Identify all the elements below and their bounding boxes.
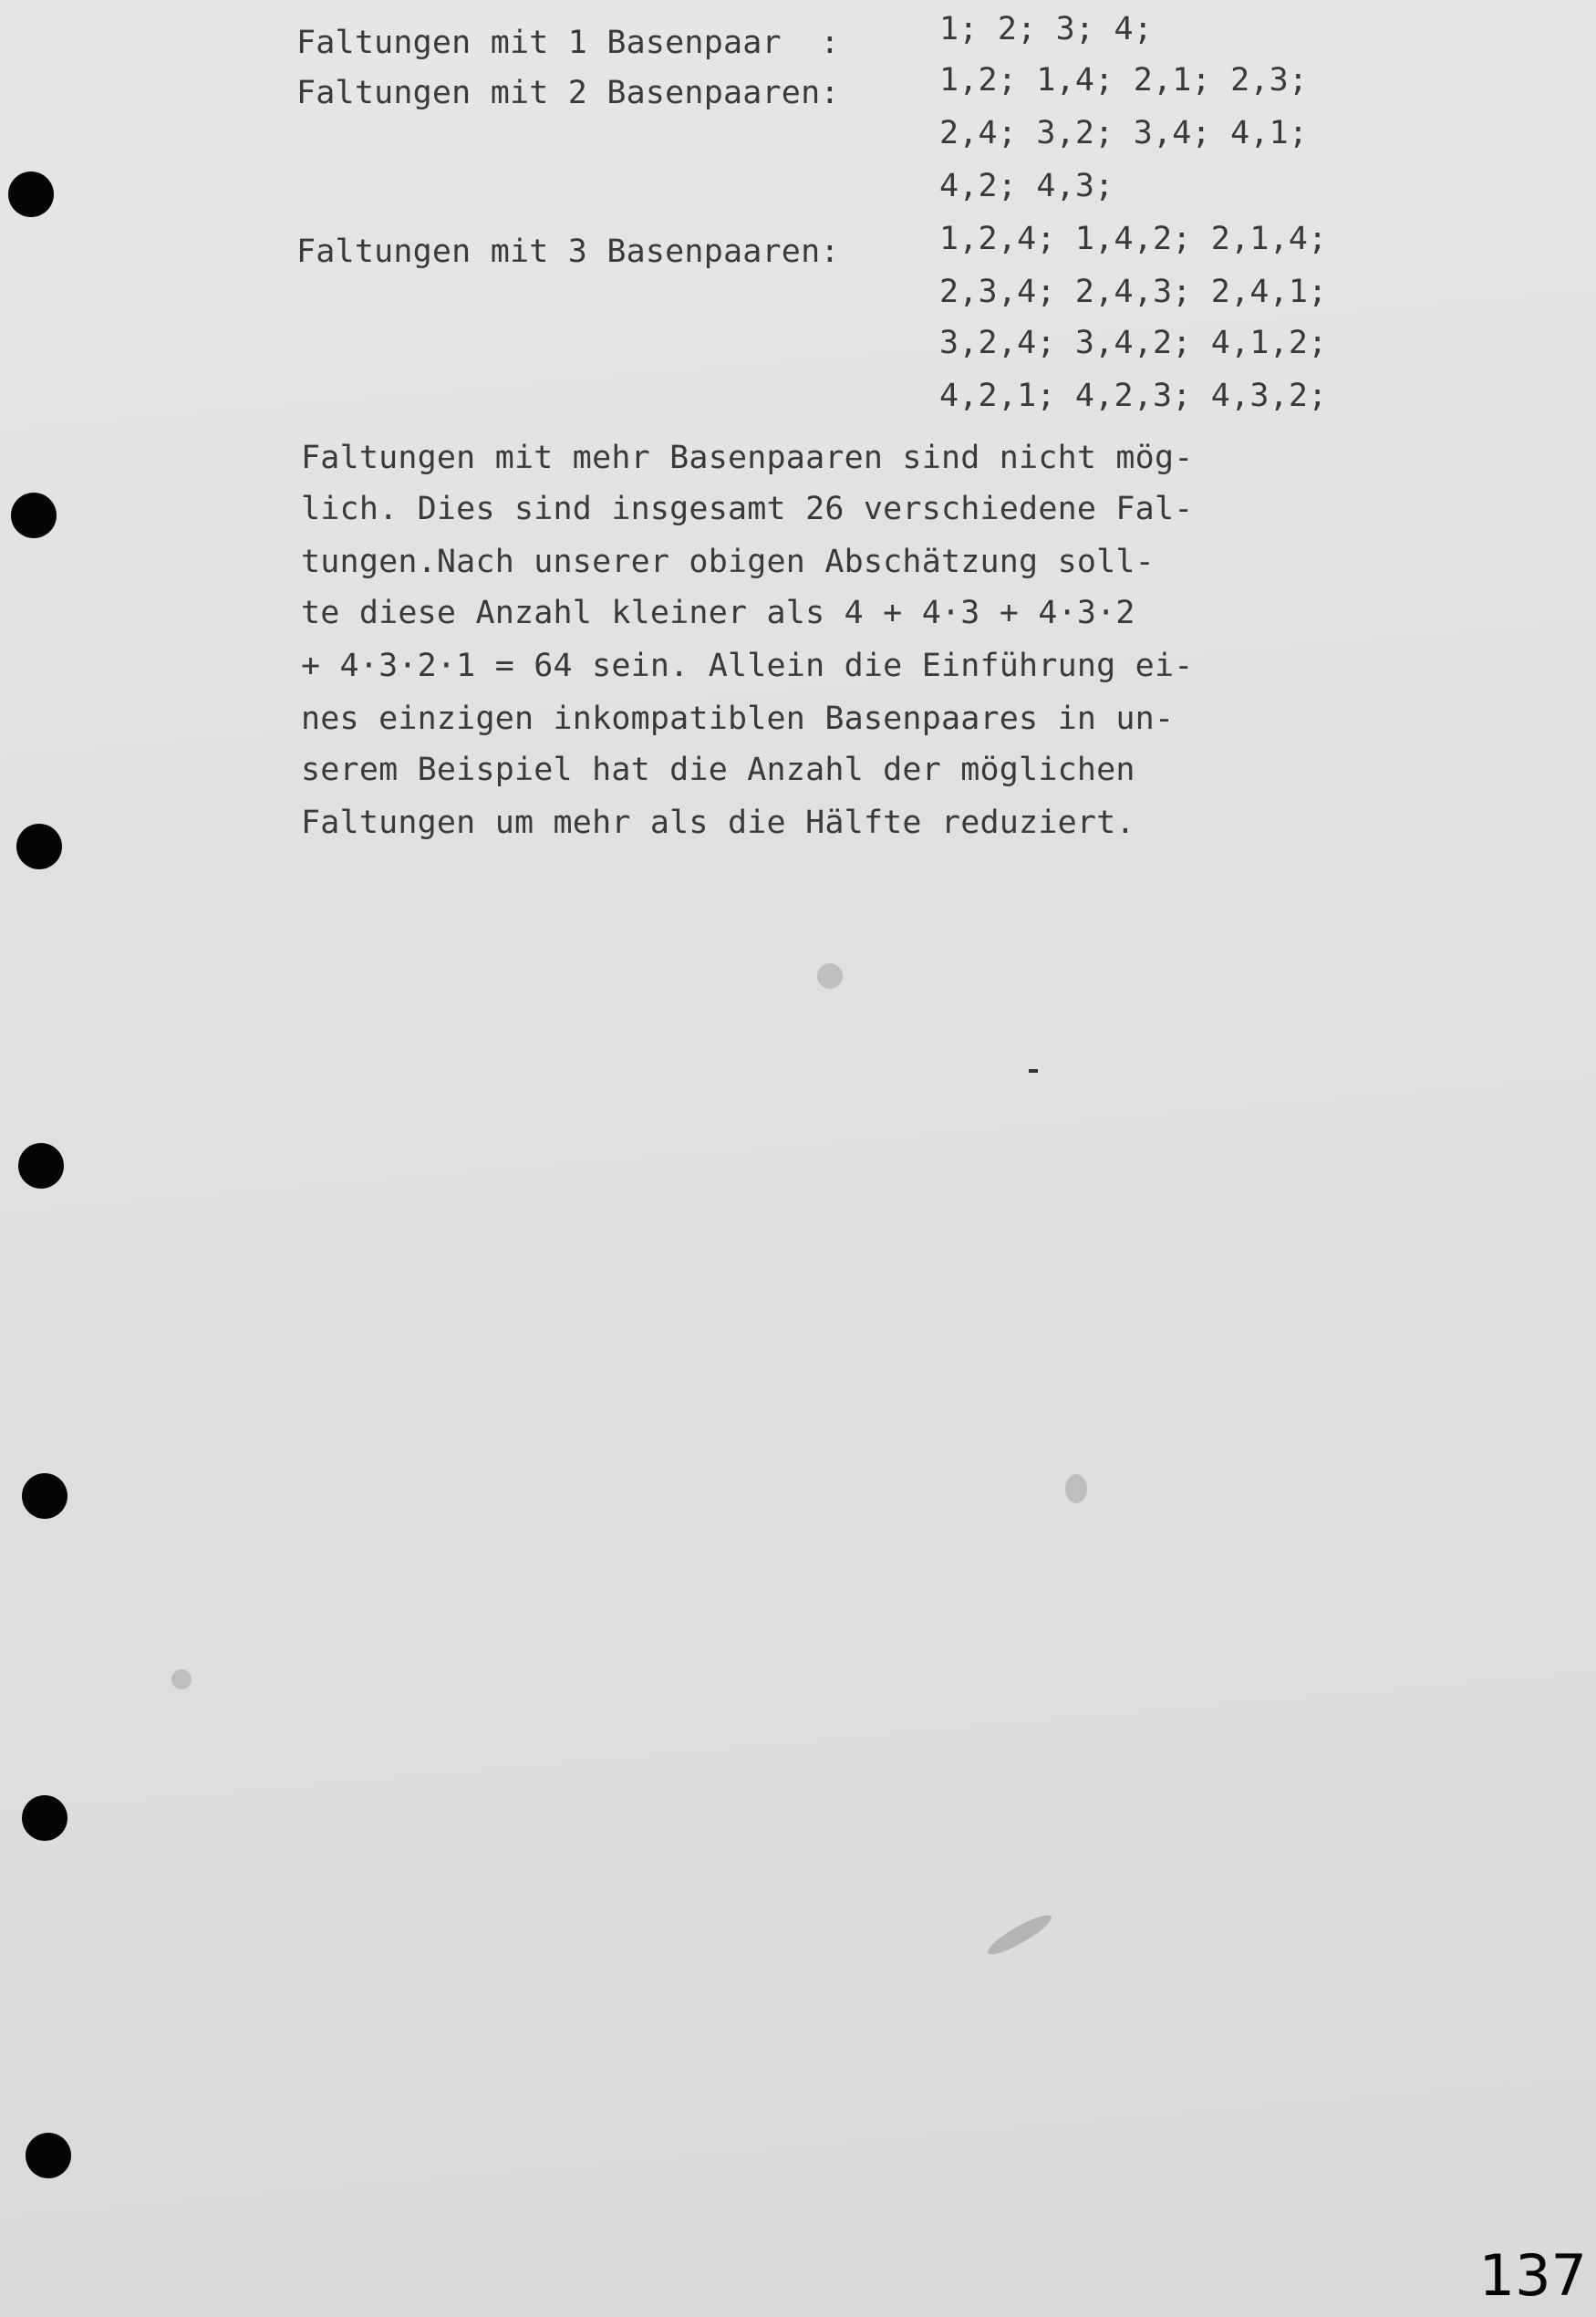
paper-speck — [817, 963, 843, 989]
fold-values-line: 4,2; 4,3; — [939, 168, 1114, 204]
paragraph-line: + 4·3·2·1 = 64 sein. Allein die Einführung ei- — [301, 648, 1194, 684]
fold-values-line: 2,3,4; 2,4,3; 2,4,1; — [939, 274, 1328, 310]
binder-hole — [8, 171, 54, 217]
paragraph-line: Faltungen mit mehr Basenpaaren sind nicht mög- — [301, 440, 1194, 476]
paper-speck — [1065, 1474, 1087, 1503]
fold-values-line: 1,2,4; 1,4,2; 2,1,4; — [939, 221, 1328, 257]
paragraph-line: tungen.Nach unserer obigen Abschätzung soll- — [301, 544, 1155, 580]
binder-hole — [11, 493, 57, 538]
fold-values-line: 1,2; 1,4; 2,1; 2,3; — [939, 62, 1309, 99]
binder-hole — [18, 1143, 64, 1189]
page-number: 137 — [1478, 2242, 1587, 2309]
binder-hole — [22, 1473, 67, 1519]
fold-label-1: Faltungen mit 1 Basenpaar : — [296, 25, 840, 61]
paper-speck — [171, 1669, 192, 1689]
fold-label-3: Faltungen mit 3 Basenpaaren: — [296, 234, 840, 270]
binder-hole — [26, 2133, 71, 2178]
fold-label-2: Faltungen mit 2 Basenpaaren: — [296, 75, 840, 111]
fold-values-line: 1; 2; 3; 4; — [939, 11, 1153, 47]
paragraph-line: lich. Dies sind insgesamt 26 verschiedene Fal- — [301, 491, 1194, 527]
paper-smudge — [984, 1909, 1055, 1960]
paragraph-line: te diese Anzahl kleiner als 4 + 4·3 + 4·3·2 — [301, 595, 1135, 631]
binder-hole — [16, 824, 62, 869]
fold-values-line: 2,4; 3,2; 3,4; 4,1; — [939, 115, 1309, 151]
paragraph-line: nes einzigen inkompatiblen Basenpaares in un- — [301, 701, 1175, 737]
paragraph-line: serem Beispiel hat die Anzahl der möglichen — [301, 752, 1135, 788]
fold-values-line: 3,2,4; 3,4,2; 4,1,2; — [939, 325, 1328, 361]
paragraph-line: Faltungen um mehr als die Hälfte reduziert. — [301, 805, 1135, 841]
fold-values-line: 4,2,1; 4,2,3; 4,3,2; — [939, 378, 1328, 414]
paper-speck — [1029, 1069, 1038, 1073]
binder-hole — [22, 1795, 67, 1841]
